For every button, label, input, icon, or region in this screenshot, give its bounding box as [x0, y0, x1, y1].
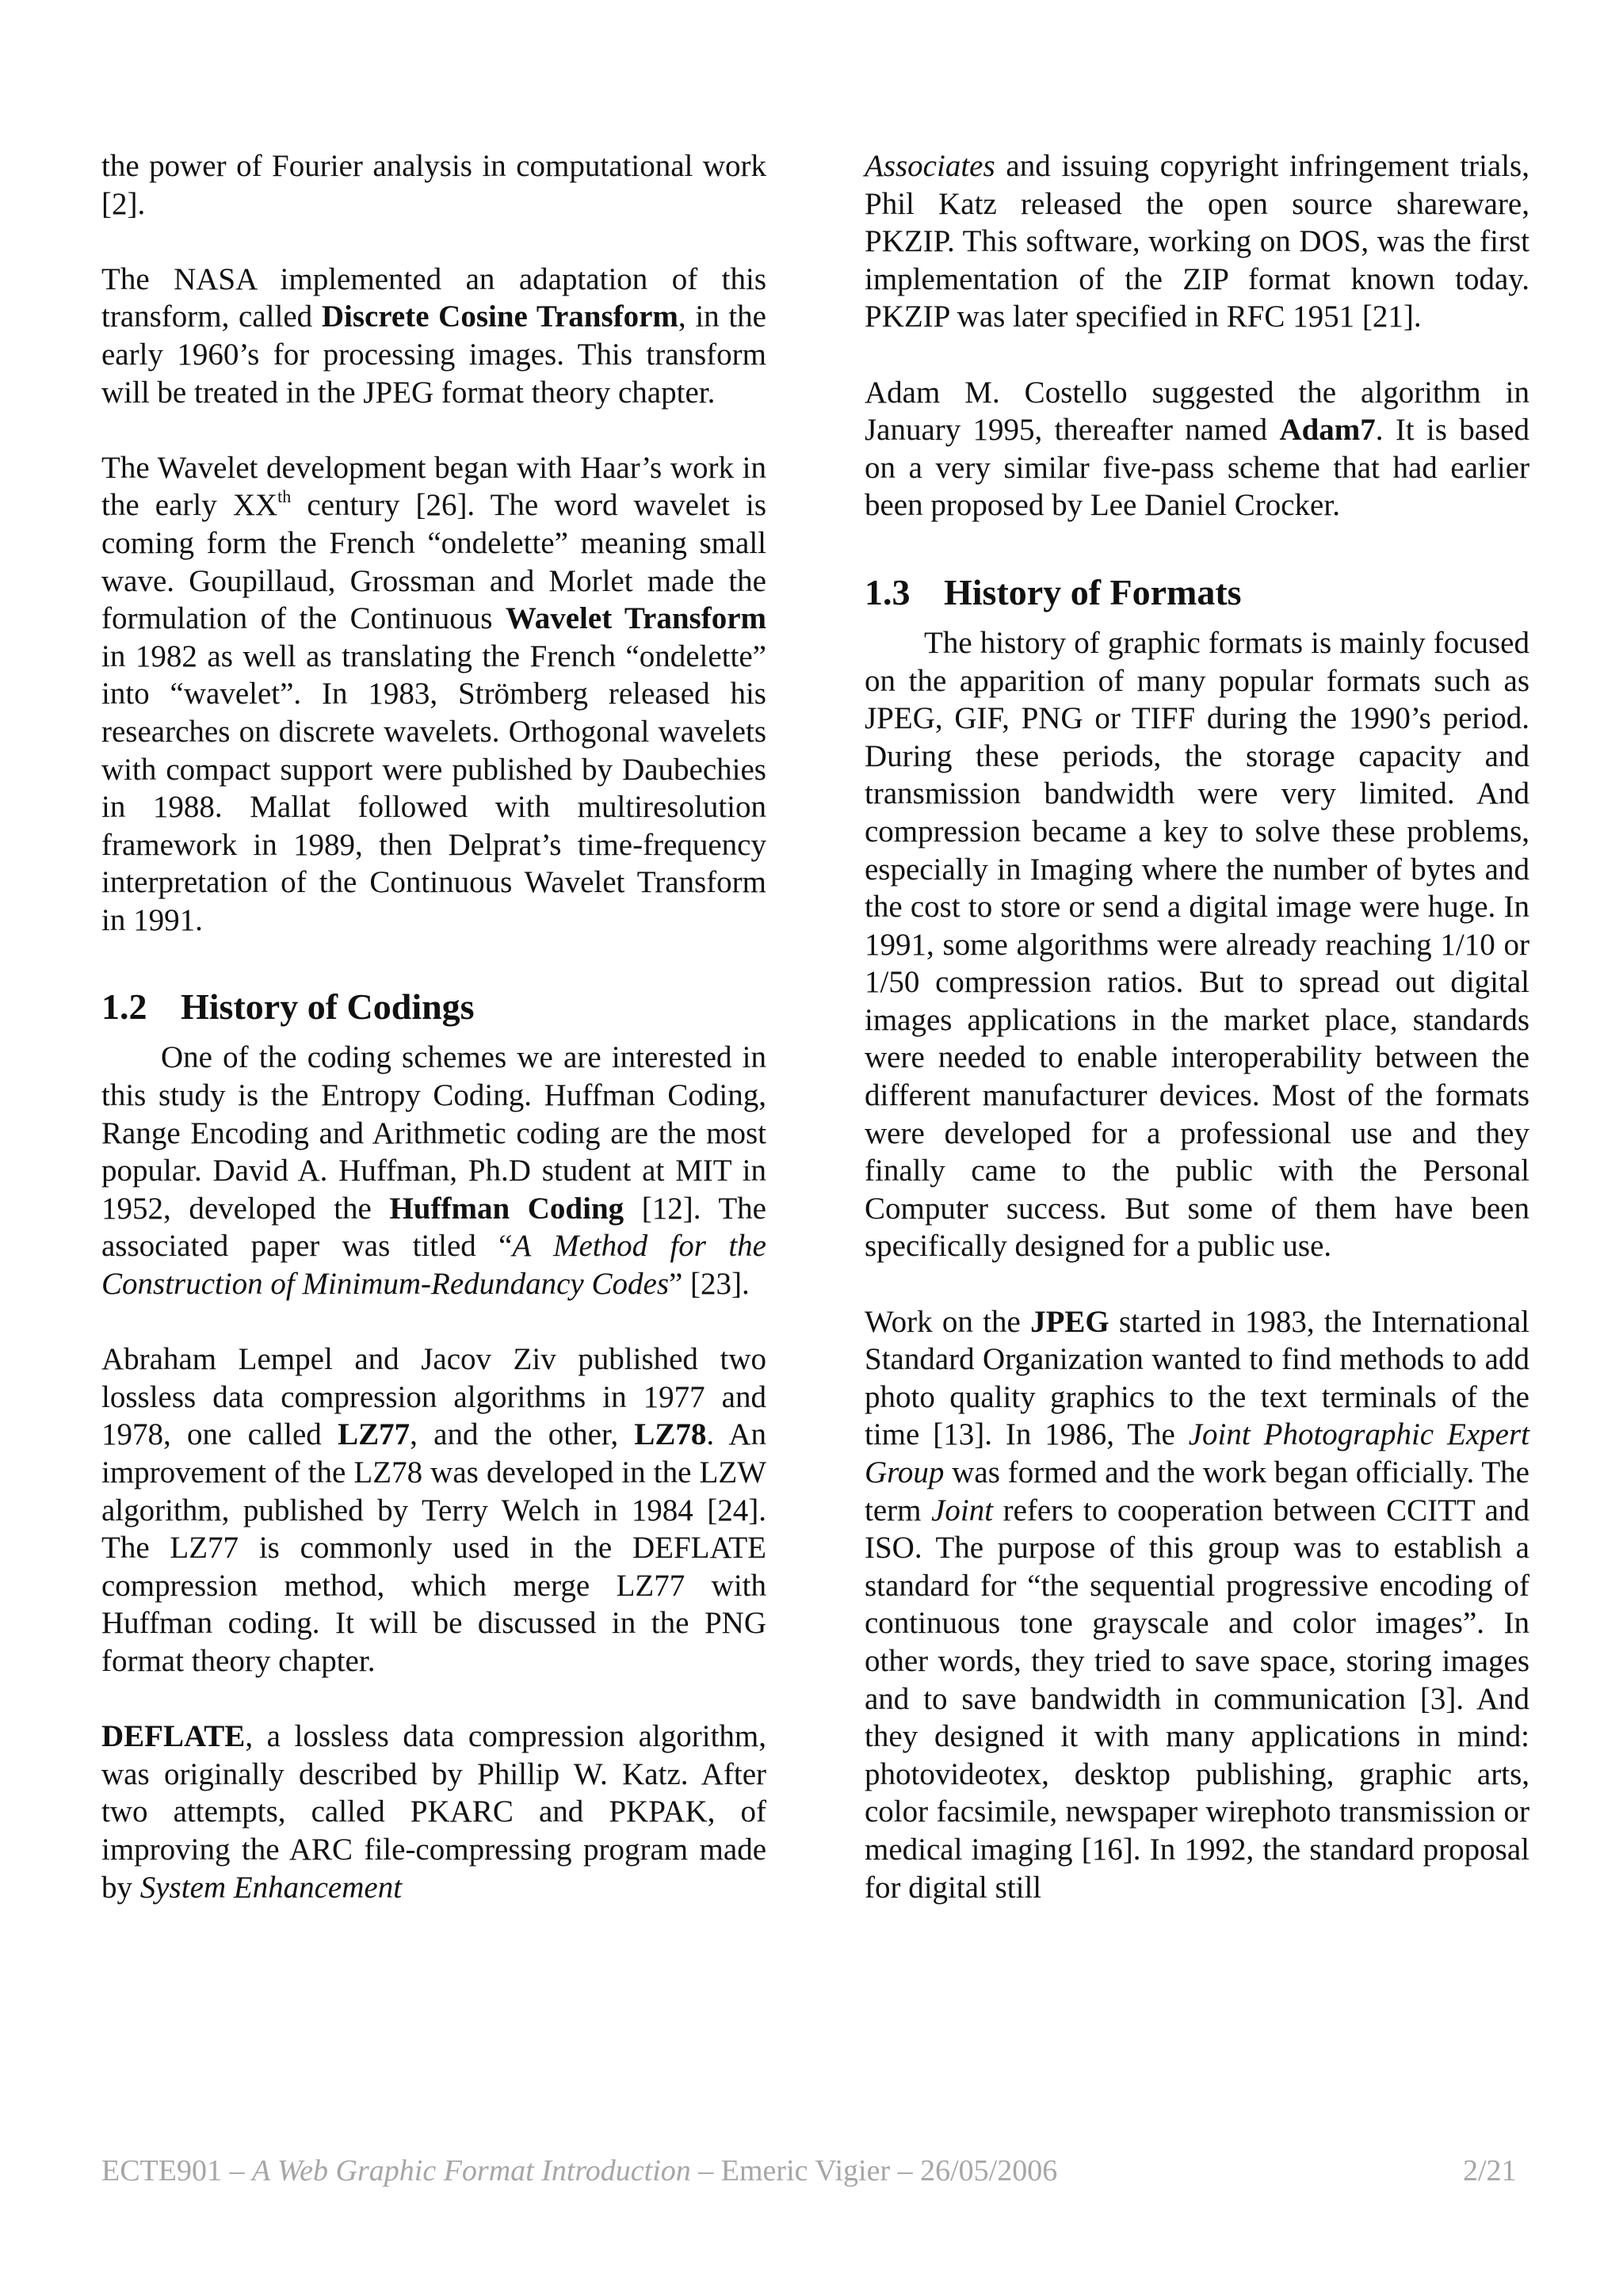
section-heading-formats	[865, 570, 1529, 615]
left-column	[101, 147, 766, 1906]
section-number: 1.2	[101, 986, 147, 1028]
company-name-rest: Associates	[865, 149, 995, 183]
term-dct: Discrete Cosine Transform	[321, 299, 678, 334]
footer-course: ECTE901 –	[101, 2154, 252, 2187]
section-heading-codings	[101, 985, 766, 1029]
section-title: History of Formats	[944, 571, 1242, 612]
term-lz78: LZ78	[634, 1417, 707, 1452]
term-huffman-coding: Huffman Coding	[389, 1191, 624, 1226]
company-name-part: System Enhancement	[139, 1870, 403, 1905]
term-lz77: LZ77	[338, 1417, 411, 1452]
paragraph-huffman: One of the coding schemes we are interested in this study is the Entropy Coding. Huffman Coding, Range Encoding and Arithmetic coding are the most popular. David A. Huffman, Ph.D student at MIT in 1952, developed the Huffman Coding [12]. The associated paper was titled “A Method for the Construction of Minimum-Redundancy Codes” [23].	[101, 1040, 766, 1302]
term-adam7: Adam7	[1279, 413, 1376, 448]
paragraph-wavelet: The Wavelet development began with Haar’s work in the early XXth century [26]. The word wavelet is coming form the French “ondelette” meaning small wave. Goupillaud, Grossman and Morlet made the formulation of the Continuous Wavelet Transform in 1982 as well as translating the French “ondelette” into “wavelet”. In 1983, Strömberg released his researches on discrete wavelets. Orthogonal wavelets with compact support were published by Daubechies in 1988. Mallat followed with multiresolution framework in 1989, then Delprat’s time-frequency interpretation of the Continuous Wavelet Transform in 1991.	[101, 450, 766, 937]
term-wavelet-transform: Wavelet Transform	[505, 601, 766, 636]
page-number: 2/21	[1463, 2154, 1517, 2187]
term-joint: Joint	[931, 1493, 994, 1527]
term-jpeg-group: Joint Photographic Expert Group	[865, 1417, 1529, 1489]
paragraph-deflate: DEFLATE, a lossless data compression algorithm, was originally described by Phillip W. Katz. After two attempts, called PKARC and PKPAK, of improving the ARC file-compressing program made by System Enhancement	[101, 1719, 766, 1905]
paragraph-pkzip: Associates and issuing copyright infringement trials, Phil Katz released the open source shareware, PKZIP. This software, working on DOS, was the first implementation of the ZIP format known today. PKZIP was later specified in RFC 1951 [21].	[865, 149, 1529, 334]
page-footer	[101, 2152, 1522, 2190]
footer-author-date: – Emeric Vigier – 26/05/2006	[690, 2154, 1058, 2187]
paragraph-lz77: Abraham Lempel and Jacov Ziv published two lossless data compression algorithms in 1977 and 1978, one called LZ77, and the other, LZ78. An improvement of the LZ78 was developed in the LZW algorithm, published by Terry Welch in 1984 [24]. The LZ77 is commonly used in the DEFLATE compression method, which merge LZ77 with Huffman coding. It will be discussed in the PNG format theory chapter.	[101, 1342, 766, 1678]
term-deflate: DEFLATE	[101, 1719, 246, 1754]
paragraph-dct: The NASA implemented an adaptation of this transform, called Discrete Cosine Transform, in the early 1960’s for processing images. This transform will be treated in the JPEG format theory chapter.	[101, 261, 766, 410]
section-title: History of Codings	[181, 986, 475, 1028]
section-number: 1.3	[865, 571, 911, 612]
paragraph-jpeg: Work on the JPEG started in 1983, the International Standard Organization wanted to find methods to add photo quality graphics to the text terminals of the time [13]. In 1986, The Joint Photographic Expert Group was formed and the work began officially. The term Joint refers to cooperation between CCITT and ISO. The purpose of this group was to establish a standard for “the sequential progressive encoding of continuous tone grayscale and color images”. In other words, they tried to save space, storing images and to save bandwidth in communication [3]. And they designed it with many applications in mind: photovideotex, desktop publishing, graphic arts, color facsimile, newspaper wirephoto transmission or medical imaging [16]. In 1992, the standard proposal for digital still	[865, 1304, 1529, 1905]
footer-title: A Web Graphic Format Introduction	[251, 2154, 691, 2187]
paragraph-adam7: Adam M. Costello suggested the algorithm in January 1995, thereafter named Adam7. It is based on a very similar five-pass scheme that had earlier been proposed by Lee Daniel Crocker.	[865, 375, 1529, 523]
term-jpeg: JPEG	[1030, 1304, 1109, 1339]
superscript-th: th	[277, 486, 292, 507]
paper-title: A Method for the Construction of Minimum-Redundancy Codes	[101, 1229, 766, 1302]
paragraph-formats-history: The history of graphic formats is mainly focused on the apparition of many popular formats such as JPEG, GIF, PNG or TIFF during the 1990’s period. During these periods, the storage capacity and transmission bandwidth were very limited. And compression became a key to solve these problems, especially in Imaging where the number of bytes and the cost to store or send a digital image were huge. In 1991, some algorithms were already reaching 1/10 or 1/50 compression ratios. But to spread out digital images applications in the market place, standards were needed to enable interoperability between the different manufacturer devices. Most of the formats were developed for a professional use and they finally came to the public with the Personal Computer success. But some of them have been specifically designed for a public use.	[865, 625, 1529, 1264]
paragraph-fourier: the power of Fourier analysis in computational work [2].	[101, 149, 766, 221]
right-column	[865, 147, 1529, 1906]
